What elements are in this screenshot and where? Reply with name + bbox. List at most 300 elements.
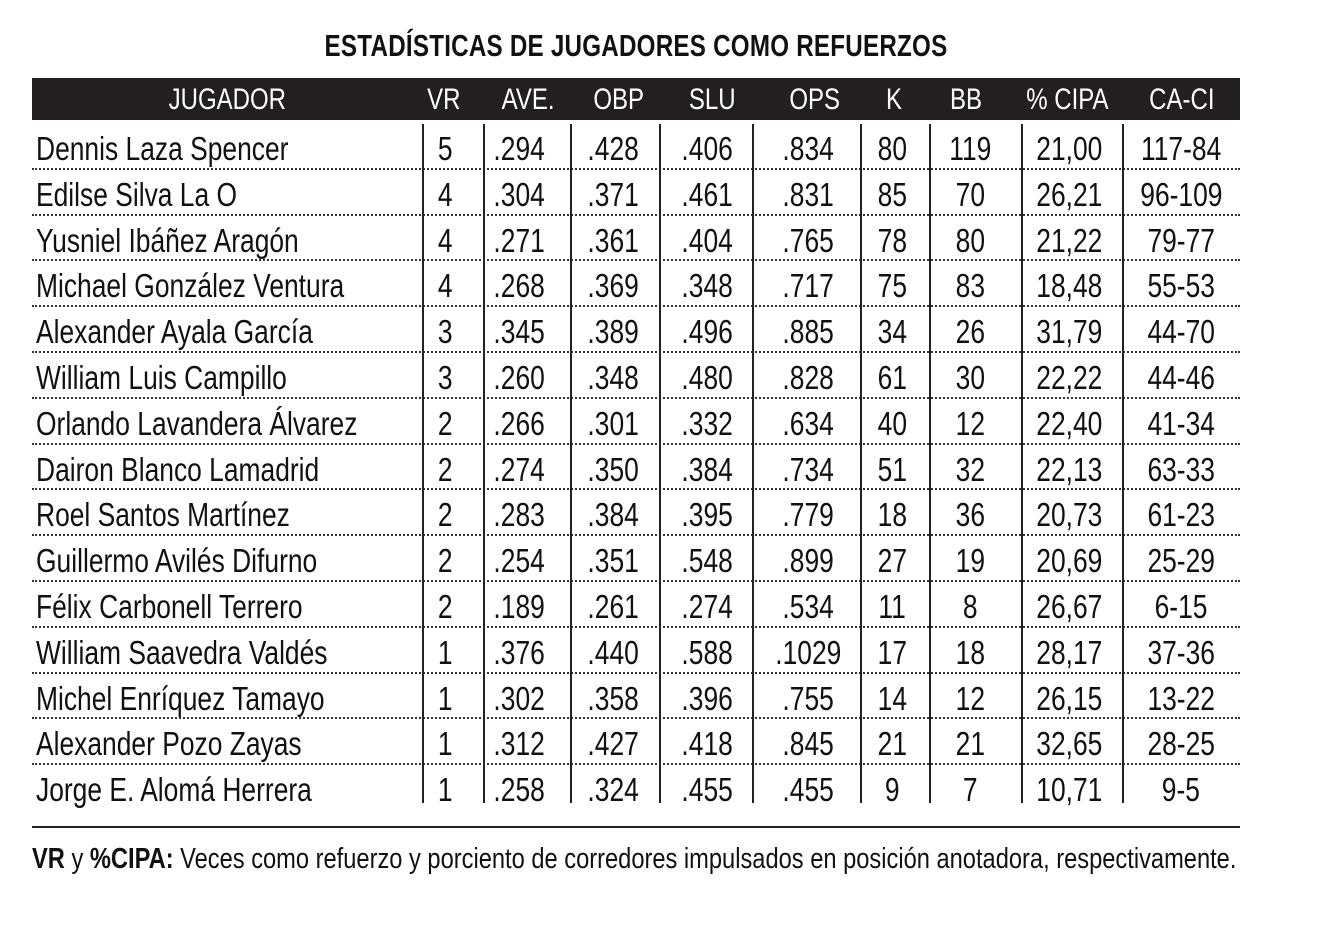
cell-value: 7 [962,771,978,809]
cell-value: Michael González Ventura [36,267,345,305]
cell-ca-ci [1126,628,1236,674]
cell-value: .371 [587,175,639,213]
cell-slu [662,445,752,491]
cell-value: 20,73 [1035,496,1103,534]
cell-value: .332 [681,404,733,442]
footnote-connector: y [64,843,90,875]
cell-value: .348 [587,358,639,396]
cell-obp [568,674,658,720]
cell-value: .395 [681,496,733,534]
cell-vr [420,582,470,628]
cell-vr [420,124,470,170]
cell-ave [474,536,564,582]
footnote [32,838,1240,880]
cell-value: 5 [437,130,453,167]
cell-value: Yusniel Ibáñez Aragón [36,221,299,259]
cell-k [860,674,924,720]
cell-value: 40 [877,404,907,442]
cell-value: 22,22 [1035,358,1103,396]
cell-ca-ci [1126,719,1236,765]
column-divider [860,124,862,803]
cell-value: 13-22 [1147,679,1215,717]
table-header [32,78,1240,120]
cell-ca-ci [1126,399,1236,445]
cell-jugador [36,353,420,399]
cell-k [860,490,924,536]
cell-ops [756,582,860,628]
header-label: SLU [688,83,736,116]
cell-vr [420,536,470,582]
cell-value: .350 [587,450,639,488]
header-slu [672,78,752,120]
cell-value: .765 [782,221,834,259]
cell-value: 80 [955,221,985,259]
cell-obp [568,307,658,353]
cell-value: Guillermo Avilés Difurno [36,542,318,580]
cell-value: .345 [493,313,545,351]
cell-value: .834 [782,130,834,167]
cell-ops [756,674,860,720]
cell-bb [928,628,1012,674]
cell-value: .348 [681,267,733,305]
footnote-cipa-label: %CIPA: [89,843,174,875]
header-label: JUGADOR [168,83,286,116]
cell-value: .260 [493,358,545,396]
cell-obp [568,170,658,216]
cell-value: Orlando Lavandera Álvarez [36,404,358,442]
cell-cipa [1016,170,1122,216]
cell-jugador [36,582,420,628]
table-row [32,628,1240,674]
cell-jugador [36,536,420,582]
cell-k [860,719,924,765]
cell-ca-ci [1126,536,1236,582]
cell-ca-ci [1126,445,1236,491]
cell-value: 12 [955,679,985,717]
cell-cipa [1016,124,1122,170]
cell-vr [420,399,470,445]
cell-value: 22,40 [1035,404,1103,442]
cell-ops [756,536,860,582]
header-ops [772,78,858,120]
cell-value: 1 [437,771,453,809]
cell-k [860,399,924,445]
cell-value: Jorge E. Alomá Herrera [36,771,312,809]
cell-value: .455 [782,771,834,809]
cell-jugador [36,261,420,307]
cell-vr [420,719,470,765]
cell-value: .266 [493,404,545,442]
cell-ops [756,216,860,262]
header-label: VR [427,83,461,116]
cell-vr [420,307,470,353]
cell-slu [662,628,752,674]
cell-value: 19 [955,542,985,580]
cell-ave [474,307,564,353]
cell-value: .258 [493,771,545,809]
column-divider [1122,124,1124,803]
cell-jugador [36,307,420,353]
cell-obp [568,490,658,536]
stats-table [32,78,1240,811]
cell-value: Alexander Ayala García [36,313,313,351]
cell-cipa [1016,582,1122,628]
cell-value: .369 [587,267,639,305]
cell-value: .294 [493,130,545,167]
cell-ave [474,170,564,216]
cell-value: 32,65 [1035,725,1103,763]
cell-cipa [1016,765,1122,811]
cell-value: .885 [782,313,834,351]
header-obp [578,78,660,120]
cell-ave [474,628,564,674]
cell-k [860,216,924,262]
cell-value: 4 [437,221,453,259]
cell-k [860,124,924,170]
cell-value: .1029 [774,633,842,671]
cell-value: .461 [681,175,733,213]
cell-vr [420,765,470,811]
cell-value: .396 [681,679,733,717]
cell-value: Dairon Blanco Lamadrid [36,450,320,488]
table-row [32,674,1240,720]
cell-ca-ci [1126,353,1236,399]
footnote-divider [32,826,1240,828]
cell-value: 96-109 [1139,175,1223,213]
cell-value: 70 [955,175,985,213]
table-row [32,353,1240,399]
cell-cipa [1016,307,1122,353]
cell-value: 85 [877,175,907,213]
cell-value: .189 [493,587,545,625]
cell-value: .268 [493,267,545,305]
cell-value: 4 [437,267,453,305]
cell-k [860,765,924,811]
cell-ops [756,628,860,674]
cell-value: .440 [587,633,639,671]
cell-vr [420,353,470,399]
cell-slu [662,399,752,445]
header-label: CA-CI [1149,83,1215,116]
cell-ave [474,445,564,491]
cell-ops [756,765,860,811]
cell-ave [474,353,564,399]
header-label: K [885,83,902,116]
cell-slu [662,765,752,811]
cell-slu [662,719,752,765]
cell-vr [420,216,470,262]
cell-value: 2 [437,496,453,534]
cell-obp [568,353,658,399]
column-divider [570,124,572,803]
cell-ave [474,490,564,536]
cell-slu [662,261,752,307]
header-cipa [1012,78,1122,120]
cell-ave [474,261,564,307]
cell-ca-ci [1126,124,1236,170]
cell-value: 2 [437,542,453,580]
cell-value: .845 [782,725,834,763]
cell-jugador [36,124,420,170]
cell-vr [420,261,470,307]
cell-value: .274 [681,587,733,625]
cell-value: .779 [782,496,834,534]
cell-value: 37-36 [1147,633,1215,671]
cell-k [860,261,924,307]
cell-value: Michel Enríquez Tamayo [36,679,325,717]
table-row [32,216,1240,262]
cell-value: 21 [955,725,985,763]
cell-value: 26 [955,313,985,351]
cell-bb [928,261,1012,307]
cell-value: 4 [437,175,453,213]
cell-cipa [1016,261,1122,307]
cell-jugador [36,628,420,674]
cell-bb [928,353,1012,399]
cell-value: .302 [493,679,545,717]
cell-value: .588 [681,633,733,671]
cell-obp [568,261,658,307]
cell-value: 36 [955,496,985,534]
cell-k [860,628,924,674]
cell-value: 1 [437,725,453,763]
cell-slu [662,124,752,170]
cell-cipa [1016,674,1122,720]
cell-ca-ci [1126,582,1236,628]
header-vr [416,78,472,120]
cell-ops [756,399,860,445]
cell-value: .634 [782,404,834,442]
cell-value: .271 [493,221,545,259]
cell-bb [928,536,1012,582]
cell-ave [474,582,564,628]
cell-value: 3 [437,358,453,396]
cell-obp [568,445,658,491]
cell-slu [662,582,752,628]
cell-value: .384 [681,450,733,488]
cell-value: Roel Santos Martínez [36,496,290,534]
cell-obp [568,399,658,445]
cell-value: .534 [782,587,834,625]
cell-value: 6-15 [1154,587,1208,625]
cell-cipa [1016,216,1122,262]
cell-value: 12 [955,404,985,442]
cell-value: 18,48 [1035,267,1103,305]
cell-value: 11 [878,587,906,625]
cell-slu [662,170,752,216]
cell-obp [568,765,658,811]
cell-value: .301 [587,404,639,442]
cell-jugador [36,765,420,811]
cell-bb [928,307,1012,353]
cell-value: .548 [681,542,733,580]
cell-value: .351 [587,542,639,580]
cell-value: 44-70 [1147,313,1215,351]
cell-value: 28-25 [1147,725,1215,763]
cell-vr [420,628,470,674]
cell-obp [568,628,658,674]
cell-obp [568,719,658,765]
cell-obp [568,216,658,262]
cell-value: 79-77 [1147,221,1215,259]
table-row [32,765,1240,811]
cell-value: 21 [877,725,907,763]
cell-cipa [1016,719,1122,765]
header-label: OBP [593,83,645,116]
cell-value: 18 [877,496,907,534]
cell-value: Edilse Silva La O [36,175,238,213]
table-row [32,170,1240,216]
cell-value: 9 [884,771,900,809]
cell-value: .361 [587,221,639,259]
cell-value: .428 [587,130,639,167]
cell-value: William Luis Campillo [36,358,287,396]
cell-ave [474,719,564,765]
cell-k [860,170,924,216]
cell-value: .828 [782,358,834,396]
cell-bb [928,490,1012,536]
cell-value: 78 [877,221,907,259]
cell-bb [928,765,1012,811]
cell-value: 20,69 [1035,542,1103,580]
cell-value: .734 [782,450,834,488]
cell-cipa [1016,536,1122,582]
cell-slu [662,353,752,399]
cell-slu [662,536,752,582]
cell-value: .254 [493,542,545,580]
footnote-vr-label: VR [32,843,65,875]
cell-ca-ci [1126,307,1236,353]
cell-bb [928,445,1012,491]
cell-k [860,445,924,491]
cell-value: 8 [962,587,978,625]
cell-bb [928,719,1012,765]
cell-k [860,582,924,628]
cell-value: .389 [587,313,639,351]
cell-vr [420,170,470,216]
cell-value: 2 [437,404,453,442]
cell-jugador [36,674,420,720]
cell-value: 75 [877,267,907,305]
cell-value: 31,79 [1035,313,1103,351]
cell-ave [474,674,564,720]
cell-ca-ci [1126,490,1236,536]
cell-value: 55-53 [1147,267,1215,305]
cell-value: 18 [955,633,985,671]
cell-vr [420,490,470,536]
cell-ops [756,124,860,170]
cell-value: .480 [681,358,733,396]
cell-value: 30 [955,358,985,396]
cell-ave [474,124,564,170]
cell-value: 14 [877,679,907,717]
cell-value: 80 [877,130,907,167]
cell-value: 26,21 [1035,175,1103,213]
cell-value: 26,15 [1035,679,1103,717]
cell-value: 61 [877,358,907,396]
cell-ca-ci [1126,170,1236,216]
cell-ca-ci [1126,261,1236,307]
cell-cipa [1016,399,1122,445]
cell-value: Félix Carbonell Terrero [36,587,303,625]
cell-jugador [36,719,420,765]
cell-value: .384 [587,496,639,534]
cell-cipa [1016,353,1122,399]
header-ave [488,78,568,120]
cell-value: .496 [681,313,733,351]
cell-value: 2 [437,450,453,488]
cell-ave [474,765,564,811]
cell-value: 2 [437,587,453,625]
cell-value: .274 [493,450,545,488]
cell-value: .755 [782,679,834,717]
cell-jugador [36,490,420,536]
cell-value: .455 [681,771,733,809]
cell-ave [474,216,564,262]
cell-value: .899 [782,542,834,580]
column-divider [659,124,661,803]
cell-value: 83 [955,267,985,305]
cell-jugador [36,445,420,491]
cell-value: 34 [877,313,907,351]
cell-value: .404 [681,221,733,259]
table-row [32,719,1240,765]
cell-value: 10,71 [1035,771,1103,809]
footnote-text: Veces como refuerzo y porciento de corredores impulsados en posición anotadora, respectivamente. [173,843,1237,875]
cell-k [860,307,924,353]
table-body [32,124,1240,811]
table-row [32,582,1240,628]
cell-value: .261 [587,587,639,625]
table-row [32,307,1240,353]
cell-value: 22,13 [1035,450,1103,488]
cell-value: 26,67 [1035,587,1103,625]
cell-slu [662,307,752,353]
table-row [32,445,1240,491]
cell-obp [568,536,658,582]
cell-value: .406 [681,130,733,167]
cell-value: 21,22 [1035,221,1103,259]
cell-value: 1 [437,679,453,717]
cell-value: 32 [955,450,985,488]
cell-cipa [1016,628,1122,674]
header-label: % CIPA [1025,83,1109,116]
table-row [32,124,1240,170]
column-divider [1021,124,1023,803]
table-row [32,536,1240,582]
cell-bb [928,124,1012,170]
column-divider [422,124,424,803]
header-label: BB [949,83,983,116]
cell-value: .427 [587,725,639,763]
cell-value: .283 [493,496,545,534]
cell-value: .324 [587,771,639,809]
header-ca-ci [1132,78,1232,120]
cell-vr [420,674,470,720]
cell-slu [662,674,752,720]
column-divider [752,124,754,803]
cell-obp [568,124,658,170]
cell-ops [756,719,860,765]
table-row [32,490,1240,536]
cell-bb [928,216,1012,262]
cell-value: 25-29 [1147,542,1215,580]
cell-value: .376 [493,633,545,671]
cell-ca-ci [1126,765,1236,811]
header-label: AVE. [501,83,555,116]
cell-value: 61-23 [1147,496,1215,534]
header-jugador [92,78,362,120]
